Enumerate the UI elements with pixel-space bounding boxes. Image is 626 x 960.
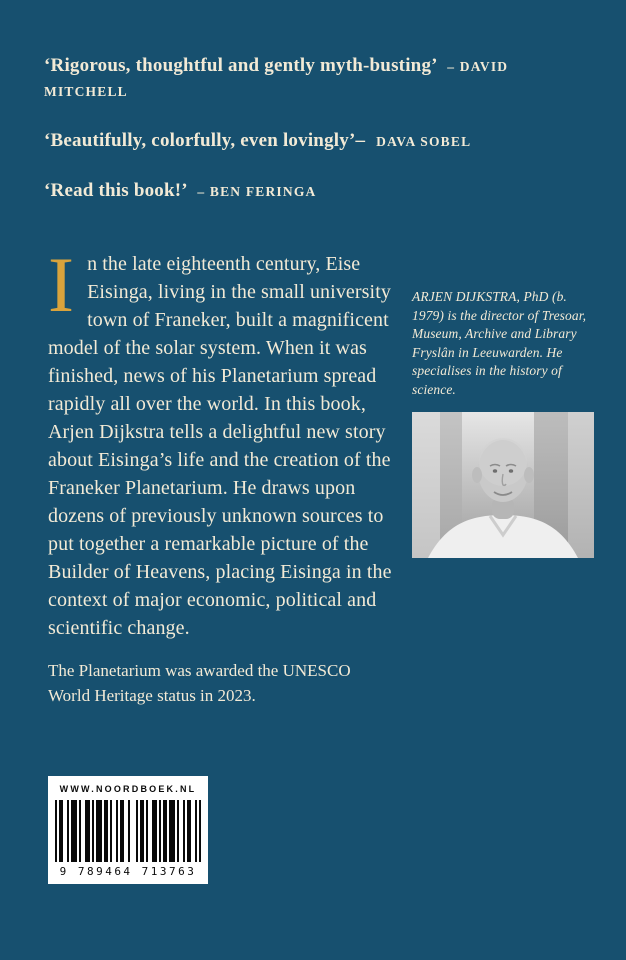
synopsis-text: n the late eighteenth century, Eise Eisinga, living in the small university town of Franeker, built a magnificent model of the solar system. When it was finished, news of his Planetarium spread rapidly all over the world. In this book, Arjen Dijkstra tells a delightful new story about Eisinga’s life and the creation of the Franeker Planetarium. He draws upon dozens of previously unknown sources to put together a remarkable picture of the Builder of Heavens, placing Eisinga in the context of major economic, political and scientific change. xyxy=(48,253,392,639)
quote-text: ‘Beautifully, colorfully, even lovingly’– xyxy=(44,130,366,151)
quote-attribution: DAVA SOBEL xyxy=(376,134,472,149)
barcode xyxy=(48,776,208,884)
barcode-bars xyxy=(55,800,201,862)
author-column xyxy=(412,250,596,708)
synopsis-column xyxy=(48,241,394,708)
unesco-note: The Planetarium was awarded the UNESCO World Heritage status in 2023. xyxy=(48,661,351,705)
author-photo xyxy=(412,412,594,558)
quote-text: ‘Rigorous, thoughtful and gently myth-busting’ xyxy=(44,55,437,76)
quote-line xyxy=(44,129,590,154)
quote-attribution: – DAVID MITCHELL xyxy=(44,59,509,99)
author-name: ARJEN DIJKSTRA, PhD xyxy=(412,289,549,304)
quote-attribution: – BEN FERINGA xyxy=(197,184,317,199)
synopsis-paragraph xyxy=(48,241,394,642)
quote-line xyxy=(44,179,590,204)
review-quotes xyxy=(44,54,590,229)
author-bio-text: (b. 1979) is the director of Tresoar, Museum, Archive and Library Fryslân in Leeuwarden. He specialises in the history of science. xyxy=(412,289,587,397)
quote-line xyxy=(44,54,590,104)
main-content xyxy=(48,241,596,708)
author-photo-illustration xyxy=(412,412,594,558)
drop-cap-initial: I xyxy=(48,241,75,328)
barcode-website: WWW.NOORDBOEK.NL xyxy=(59,784,197,794)
author-bio xyxy=(412,288,596,399)
barcode-digits: 9 789464 713763 xyxy=(59,865,197,878)
quote-text: ‘Read this book!’ xyxy=(44,180,187,201)
